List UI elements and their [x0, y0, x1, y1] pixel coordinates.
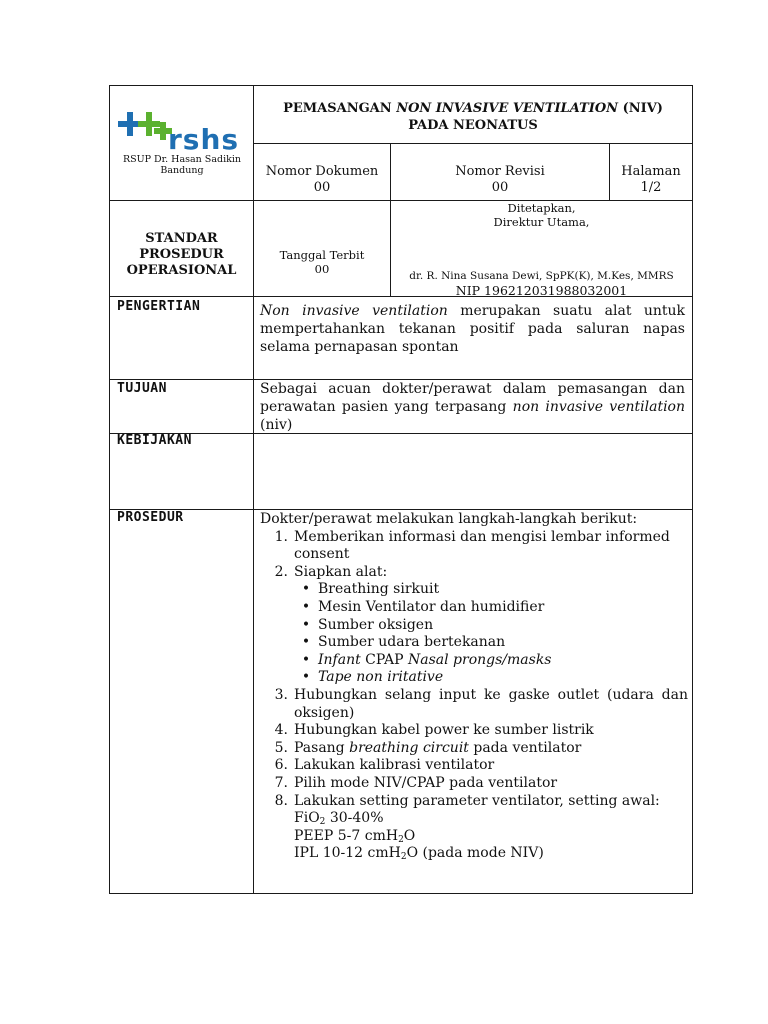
nip: NIP 196212031988032001	[455, 283, 628, 298]
setting-fio2: FiO$_2$ 30-40%	[294, 810, 384, 828]
section-label-prosedur: PROSEDUR	[117, 510, 184, 525]
bullet-item: • Sumber udara bertekanan	[301, 634, 506, 651]
list-item: 4. Hubungkan kabel power ke sumber listrik	[274, 722, 594, 739]
bullet-item: • Sumber oksigen	[301, 616, 434, 633]
sop-label: STANDAR PROSEDUR OPERASIONAL	[126, 231, 237, 278]
list-item: 3. Hubungkan selang input ke gaske outlet (udara dan oksigen)	[274, 686, 688, 721]
section-label-pengertian: PENGERTIAN	[117, 299, 201, 314]
list-item: 1. Memberikan informasi dan mengisi lembar informed consent	[274, 528, 670, 563]
setting-ipl: IPL 10-12 cmH$_2$O (pada mode NIV)	[294, 845, 544, 863]
table-border-bottom	[109, 893, 693, 894]
bullet-item: • Breathing sirkuit	[301, 581, 440, 598]
list-item: 6. Lakukan kalibrasi ventilator	[274, 757, 495, 774]
document-title: PEMASANGAN NON INVASIVE VENTILATION (NIV) PADA NEONATUS	[283, 101, 663, 133]
row-line-kebijakan	[109, 509, 693, 510]
hospital-name: RSUP Dr. Hasan Sadikin Bandung	[122, 154, 242, 176]
table-border-left	[109, 85, 110, 894]
list-item: 8. Lakukan setting parameter ventilator, setting awal:	[274, 792, 660, 809]
bullet-item: • Mesin Ventilator dan humidifier	[301, 598, 545, 615]
section-label-tujuan: TUJUAN	[117, 381, 167, 396]
pengertian-text: Non invasive ventilation merupakan suatu alat untuk mempertahankan tekanan positif pada saluran napas selama pernapasan spontan	[260, 303, 686, 355]
tanggal-terbit: Tanggal Terbit 00	[279, 248, 365, 276]
list-item: 2. Siapkan alat:	[274, 563, 388, 580]
hospital-logo	[118, 112, 248, 160]
tujuan-text: Sebagai acuan dokter/perawat dalam pemasangan dan perawatan pasien yang terpasang non invasive ventilation (niv)	[260, 381, 685, 433]
prosedur-intro: Dokter/perawat melakukan langkah-langkah berikut:	[260, 511, 638, 527]
signatory: dr. R. Nina Susana Dewi, SpPK(K), M.Kes, MMRS	[409, 270, 674, 282]
table-border-right	[692, 85, 693, 894]
section-label-kebijakan: KEBIJAKAN	[117, 433, 192, 448]
list-item: 5. Pasang breathing circuit pada ventilator	[274, 739, 582, 756]
setting-peep: PEEP 5-7 cmH$_2$O	[294, 827, 416, 845]
table-border-top	[109, 85, 693, 86]
ditetapkan-block: Ditetapkan, Direktur Utama,	[493, 201, 590, 229]
row-line-title	[253, 143, 693, 144]
nomor-revisi: Nomor Revisi 00	[455, 164, 545, 195]
prosedur-content	[260, 511, 688, 863]
halaman: Halaman 1/2	[621, 164, 681, 195]
column-divider	[253, 85, 254, 894]
bullet-item: • Tape non iritative	[301, 669, 444, 686]
list-item: 7. Pilih mode NIV/CPAP pada ventilator	[274, 774, 558, 791]
nomor-dokumen: Nomor Dokumen 00	[265, 164, 379, 195]
bullet-item: • Infant CPAP Nasal prongs/masks	[301, 651, 552, 668]
logo-wordmark: rshs	[168, 123, 240, 156]
